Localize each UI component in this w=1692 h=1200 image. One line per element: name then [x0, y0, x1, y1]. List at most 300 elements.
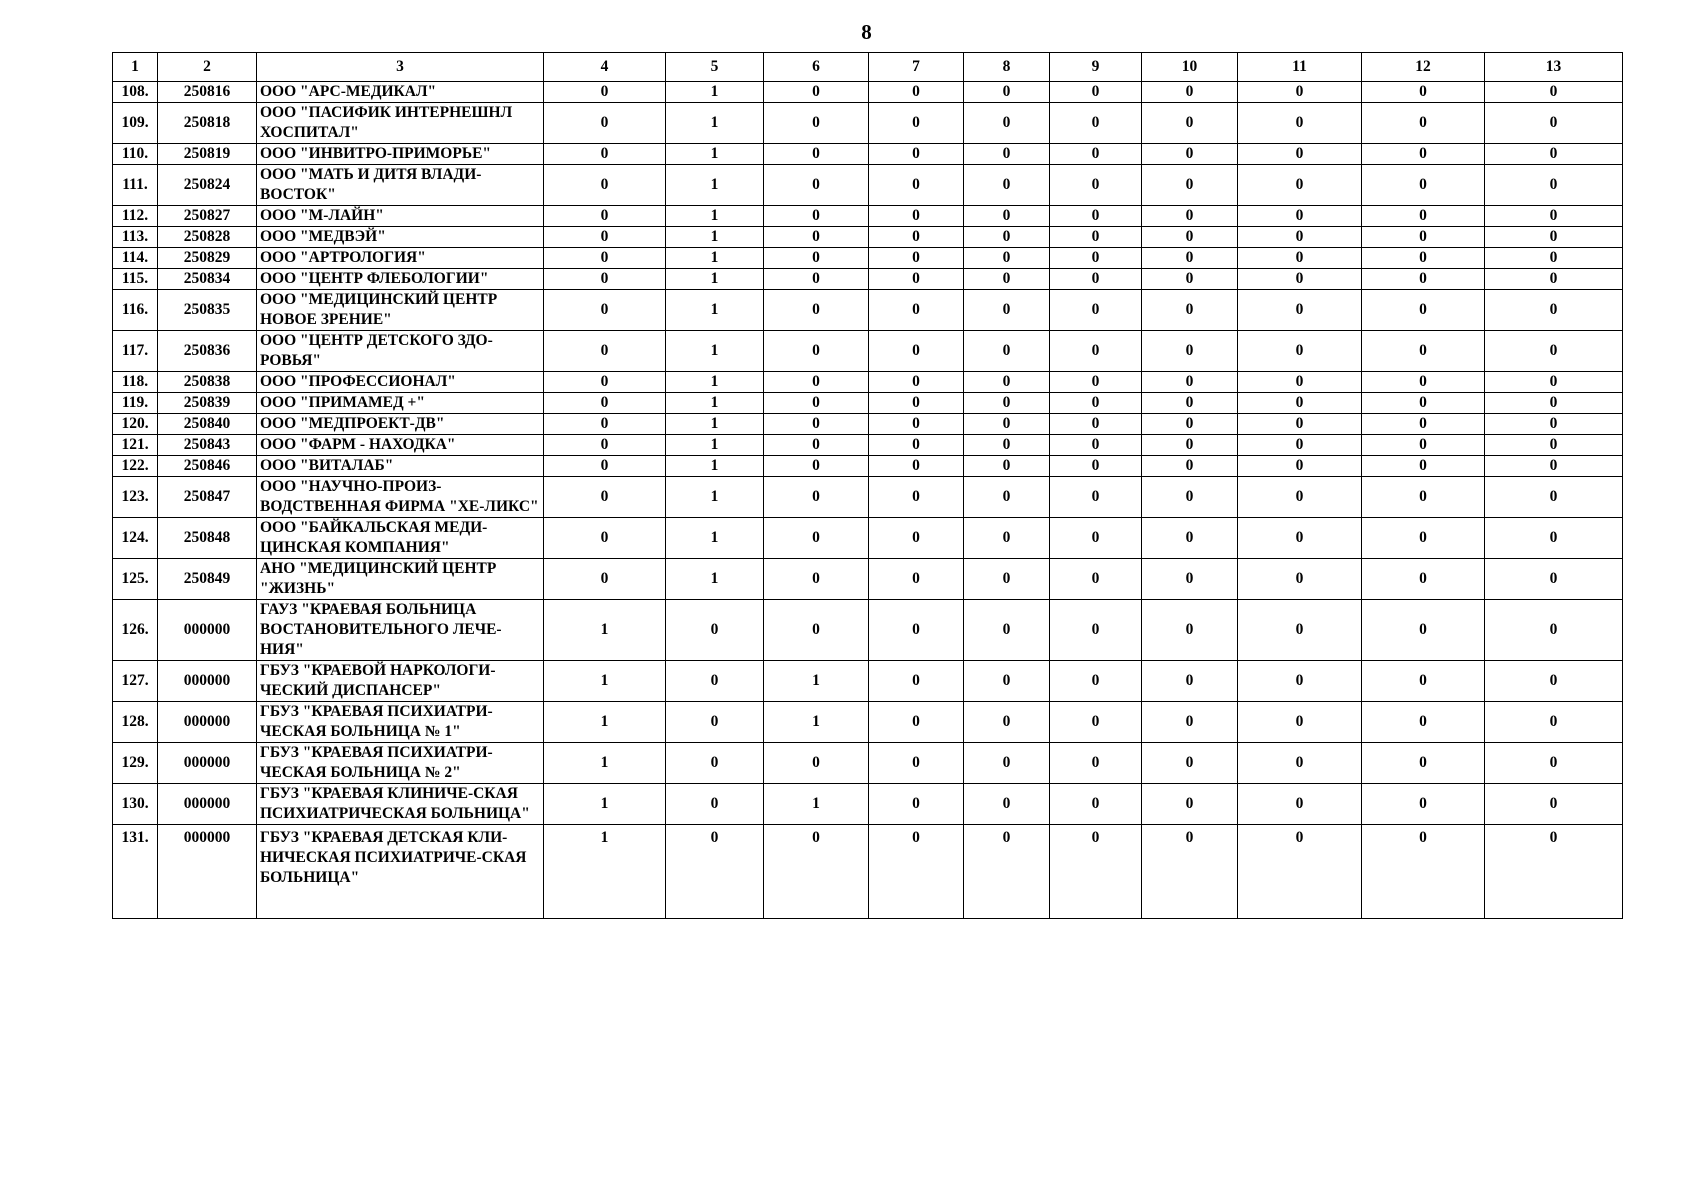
row-number-cell: 112.: [113, 206, 158, 227]
code-cell: 250849: [158, 559, 257, 600]
value-cell: 0: [1485, 661, 1623, 702]
value-cell: 0: [964, 165, 1050, 206]
value-cell: 0: [1142, 290, 1238, 331]
value-cell: 0: [1362, 825, 1485, 919]
column-header: 2: [158, 53, 257, 82]
value-cell: 0: [1238, 559, 1362, 600]
value-cell: 0: [964, 82, 1050, 103]
organization-name-cell: ООО "АРС-МЕДИКАЛ": [257, 82, 544, 103]
code-cell: 250840: [158, 414, 257, 435]
table-row: [113, 702, 1623, 743]
code-cell: 000000: [158, 600, 257, 661]
table-row: [113, 518, 1623, 559]
value-cell: 0: [964, 414, 1050, 435]
table-row: [113, 743, 1623, 784]
value-cell: 0: [1238, 702, 1362, 743]
code-cell: 250839: [158, 393, 257, 414]
value-cell: 0: [1142, 144, 1238, 165]
value-cell: 0: [1362, 331, 1485, 372]
value-cell: 0: [1050, 414, 1142, 435]
value-cell: 0: [1485, 600, 1623, 661]
code-cell: 000000: [158, 825, 257, 919]
value-cell: 0: [1238, 600, 1362, 661]
row-number-cell: 131.: [113, 825, 158, 919]
code-cell: 250838: [158, 372, 257, 393]
column-header: 9: [1050, 53, 1142, 82]
value-cell: 1: [544, 743, 666, 784]
organization-name-cell: ГБУЗ "КРАЕВАЯ ДЕТСКАЯ КЛИ-НИЧЕСКАЯ ПСИХИАТРИЧЕ-СКАЯ БОЛЬНИЦА": [257, 825, 544, 919]
organization-name-cell: ООО "МЕДПРОЕКТ-ДВ": [257, 414, 544, 435]
value-cell: 0: [869, 82, 964, 103]
value-cell: 0: [1050, 600, 1142, 661]
value-cell: 1: [666, 372, 764, 393]
value-cell: 1: [666, 559, 764, 600]
table-row: [113, 784, 1623, 825]
code-cell: 000000: [158, 784, 257, 825]
organization-name-cell: ООО "НАУЧНО-ПРОИЗ-ВОДСТВЕННАЯ ФИРМА "ХЕ-ЛИКС": [257, 477, 544, 518]
value-cell: 0: [1485, 144, 1623, 165]
row-number-cell: 110.: [113, 144, 158, 165]
value-cell: 1: [666, 144, 764, 165]
value-cell: 0: [1238, 393, 1362, 414]
organization-name-cell: ООО "ПАСИФИК ИНТЕРНЕШНЛ ХОСПИТАЛ": [257, 103, 544, 144]
value-cell: 0: [869, 331, 964, 372]
value-cell: 0: [1142, 414, 1238, 435]
value-cell: 0: [1238, 206, 1362, 227]
value-cell: 0: [1362, 82, 1485, 103]
value-cell: 0: [964, 784, 1050, 825]
value-cell: 0: [666, 825, 764, 919]
value-cell: 0: [869, 743, 964, 784]
value-cell: 1: [544, 784, 666, 825]
value-cell: 0: [764, 144, 869, 165]
value-cell: 0: [1142, 248, 1238, 269]
value-cell: 1: [544, 825, 666, 919]
value-cell: 1: [666, 393, 764, 414]
value-cell: 0: [1238, 372, 1362, 393]
table-row: [113, 331, 1623, 372]
table-row: [113, 661, 1623, 702]
value-cell: 0: [869, 435, 964, 456]
organization-name-cell: ООО "БАЙКАЛЬСКАЯ МЕДИ-ЦИНСКАЯ КОМПАНИЯ": [257, 518, 544, 559]
organization-name-cell: ООО "МАТЬ И ДИТЯ ВЛАДИ-ВОСТОК": [257, 165, 544, 206]
value-cell: 0: [544, 82, 666, 103]
value-cell: 0: [1050, 331, 1142, 372]
organization-name-cell: ГАУЗ "КРАЕВАЯ БОЛЬНИЦА ВОСТАНОВИТЕЛЬНОГО ЛЕЧЕ-НИЯ": [257, 600, 544, 661]
value-cell: 0: [964, 372, 1050, 393]
value-cell: 0: [869, 206, 964, 227]
value-cell: 0: [1142, 393, 1238, 414]
row-number-cell: 119.: [113, 393, 158, 414]
table-row: [113, 559, 1623, 600]
value-cell: 1: [666, 103, 764, 144]
value-cell: 0: [869, 559, 964, 600]
value-cell: 0: [1142, 477, 1238, 518]
value-cell: 0: [869, 456, 964, 477]
value-cell: 1: [544, 600, 666, 661]
value-cell: 0: [1050, 477, 1142, 518]
value-cell: 0: [1362, 290, 1485, 331]
code-cell: 250827: [158, 206, 257, 227]
value-cell: 0: [1238, 103, 1362, 144]
value-cell: 0: [869, 600, 964, 661]
value-cell: 0: [1142, 743, 1238, 784]
table-row: [113, 165, 1623, 206]
value-cell: 0: [764, 103, 869, 144]
code-cell: 250835: [158, 290, 257, 331]
value-cell: 0: [1362, 414, 1485, 435]
code-cell: 000000: [158, 743, 257, 784]
value-cell: 0: [869, 414, 964, 435]
table-row: [113, 269, 1623, 290]
value-cell: 0: [544, 518, 666, 559]
value-cell: 0: [1485, 518, 1623, 559]
value-cell: 1: [666, 82, 764, 103]
value-cell: 0: [1050, 456, 1142, 477]
value-cell: 0: [964, 825, 1050, 919]
value-cell: 0: [1050, 372, 1142, 393]
value-cell: 0: [869, 227, 964, 248]
value-cell: 0: [1485, 290, 1623, 331]
code-cell: 250848: [158, 518, 257, 559]
value-cell: 1: [666, 227, 764, 248]
value-cell: 0: [1238, 414, 1362, 435]
row-number-cell: 123.: [113, 477, 158, 518]
code-cell: 250828: [158, 227, 257, 248]
value-cell: 0: [964, 743, 1050, 784]
row-number-cell: 116.: [113, 290, 158, 331]
value-cell: 0: [1238, 661, 1362, 702]
row-number-cell: 127.: [113, 661, 158, 702]
value-cell: 0: [1238, 144, 1362, 165]
row-number-cell: 118.: [113, 372, 158, 393]
value-cell: 0: [1238, 227, 1362, 248]
value-cell: 0: [1050, 784, 1142, 825]
value-cell: 0: [544, 477, 666, 518]
value-cell: 0: [1485, 393, 1623, 414]
value-cell: 0: [764, 518, 869, 559]
table-row: [113, 477, 1623, 518]
value-cell: 0: [544, 206, 666, 227]
organization-name-cell: ООО "МЕДВЭЙ": [257, 227, 544, 248]
table-row: [113, 393, 1623, 414]
column-header: 12: [1362, 53, 1485, 82]
code-cell: 250819: [158, 144, 257, 165]
value-cell: 0: [764, 435, 869, 456]
value-cell: 0: [1238, 269, 1362, 290]
value-cell: 0: [764, 290, 869, 331]
value-cell: 0: [1485, 103, 1623, 144]
row-number-cell: 130.: [113, 784, 158, 825]
row-number-cell: 114.: [113, 248, 158, 269]
row-number-cell: 125.: [113, 559, 158, 600]
table-body: [113, 82, 1623, 919]
column-header: 13: [1485, 53, 1623, 82]
organization-name-cell: ООО "АРТРОЛОГИЯ": [257, 248, 544, 269]
page-number: 8: [861, 20, 872, 44]
value-cell: 0: [1362, 372, 1485, 393]
value-cell: 0: [1362, 456, 1485, 477]
column-header: 11: [1238, 53, 1362, 82]
value-cell: 0: [1142, 825, 1238, 919]
column-header: 10: [1142, 53, 1238, 82]
value-cell: 0: [1362, 206, 1485, 227]
value-cell: 0: [1362, 393, 1485, 414]
value-cell: 0: [1485, 435, 1623, 456]
value-cell: 1: [666, 477, 764, 518]
value-cell: 0: [1142, 331, 1238, 372]
value-cell: 0: [764, 269, 869, 290]
value-cell: 0: [964, 206, 1050, 227]
value-cell: 0: [764, 393, 869, 414]
value-cell: 0: [1362, 165, 1485, 206]
value-cell: 0: [544, 269, 666, 290]
code-cell: 250816: [158, 82, 257, 103]
value-cell: 1: [544, 702, 666, 743]
value-cell: 0: [1485, 165, 1623, 206]
value-cell: 0: [764, 331, 869, 372]
value-cell: 0: [1050, 393, 1142, 414]
value-cell: 0: [666, 743, 764, 784]
value-cell: 0: [1362, 559, 1485, 600]
value-cell: 0: [1050, 206, 1142, 227]
code-cell: 000000: [158, 661, 257, 702]
row-number-cell: 115.: [113, 269, 158, 290]
value-cell: 0: [764, 743, 869, 784]
value-cell: 1: [666, 414, 764, 435]
value-cell: 0: [1362, 661, 1485, 702]
value-cell: 0: [1050, 248, 1142, 269]
value-cell: 0: [544, 165, 666, 206]
table-row: [113, 290, 1623, 331]
value-cell: 0: [1050, 661, 1142, 702]
value-cell: 0: [964, 600, 1050, 661]
value-cell: 0: [1142, 269, 1238, 290]
value-cell: 0: [1050, 825, 1142, 919]
value-cell: 0: [1238, 331, 1362, 372]
value-cell: 1: [666, 331, 764, 372]
value-cell: 0: [544, 331, 666, 372]
value-cell: 0: [666, 784, 764, 825]
value-cell: 0: [869, 661, 964, 702]
value-cell: 0: [1362, 435, 1485, 456]
value-cell: 0: [1485, 206, 1623, 227]
value-cell: 0: [964, 456, 1050, 477]
value-cell: 0: [544, 248, 666, 269]
value-cell: 0: [1238, 82, 1362, 103]
value-cell: 0: [666, 702, 764, 743]
value-cell: 0: [1238, 248, 1362, 269]
value-cell: 0: [1485, 456, 1623, 477]
table-row: [113, 227, 1623, 248]
value-cell: 0: [1050, 435, 1142, 456]
value-cell: 0: [1142, 435, 1238, 456]
table-row: [113, 144, 1623, 165]
value-cell: 0: [544, 103, 666, 144]
value-cell: 0: [964, 702, 1050, 743]
column-header: 1: [113, 53, 158, 82]
value-cell: 0: [1142, 559, 1238, 600]
organization-name-cell: ООО "М-ЛАЙН": [257, 206, 544, 227]
organization-name-cell: ООО "ИНВИТРО-ПРИМОРЬЕ": [257, 144, 544, 165]
value-cell: 0: [1485, 82, 1623, 103]
value-cell: 0: [1050, 103, 1142, 144]
value-cell: 1: [666, 248, 764, 269]
value-cell: 0: [764, 600, 869, 661]
table-row: [113, 435, 1623, 456]
value-cell: 0: [1362, 600, 1485, 661]
value-cell: 0: [869, 103, 964, 144]
row-number-cell: 129.: [113, 743, 158, 784]
row-number-cell: 117.: [113, 331, 158, 372]
value-cell: 0: [1050, 144, 1142, 165]
value-cell: 1: [666, 165, 764, 206]
table-row: [113, 825, 1623, 919]
table-row: [113, 456, 1623, 477]
value-cell: 0: [1485, 331, 1623, 372]
column-header: 8: [964, 53, 1050, 82]
value-cell: 0: [1142, 702, 1238, 743]
value-cell: 0: [764, 227, 869, 248]
value-cell: 0: [764, 559, 869, 600]
value-cell: 0: [964, 290, 1050, 331]
value-cell: 1: [666, 269, 764, 290]
value-cell: 0: [869, 702, 964, 743]
value-cell: 0: [544, 559, 666, 600]
value-cell: 0: [1142, 518, 1238, 559]
value-cell: 0: [1050, 743, 1142, 784]
value-cell: 0: [964, 269, 1050, 290]
value-cell: 0: [1362, 227, 1485, 248]
row-number-cell: 124.: [113, 518, 158, 559]
code-cell: 250836: [158, 331, 257, 372]
value-cell: 0: [764, 414, 869, 435]
value-cell: 0: [869, 290, 964, 331]
value-cell: 0: [1142, 165, 1238, 206]
value-cell: 0: [1142, 784, 1238, 825]
code-cell: 250847: [158, 477, 257, 518]
value-cell: 0: [964, 518, 1050, 559]
value-cell: 0: [1485, 784, 1623, 825]
organization-name-cell: ООО "ЦЕНТР ДЕТСКОГО ЗДО-РОВЬЯ": [257, 331, 544, 372]
value-cell: 0: [1050, 82, 1142, 103]
value-cell: 0: [1050, 702, 1142, 743]
value-cell: 0: [869, 518, 964, 559]
code-cell: 250843: [158, 435, 257, 456]
value-cell: 0: [869, 393, 964, 414]
value-cell: 1: [764, 784, 869, 825]
organization-name-cell: ООО "ЦЕНТР ФЛЕБОЛОГИИ": [257, 269, 544, 290]
organization-name-cell: ООО "ВИТАЛАБ": [257, 456, 544, 477]
value-cell: 0: [544, 435, 666, 456]
value-cell: 0: [1238, 825, 1362, 919]
organization-name-cell: ГБУЗ "КРАЕВОЙ НАРКОЛОГИ-ЧЕСКИЙ ДИСПАНСЕР": [257, 661, 544, 702]
value-cell: 0: [869, 144, 964, 165]
row-number-cell: 120.: [113, 414, 158, 435]
value-cell: 0: [1238, 456, 1362, 477]
table-row: [113, 206, 1623, 227]
value-cell: 0: [1238, 743, 1362, 784]
value-cell: 0: [1050, 559, 1142, 600]
value-cell: 0: [544, 414, 666, 435]
row-number-cell: 109.: [113, 103, 158, 144]
column-header: 6: [764, 53, 869, 82]
table-row: [113, 414, 1623, 435]
column-header: 5: [666, 53, 764, 82]
value-cell: 0: [1142, 206, 1238, 227]
value-cell: 0: [544, 227, 666, 248]
row-number-cell: 126.: [113, 600, 158, 661]
organization-name-cell: ООО "МЕДИЦИНСКИЙ ЦЕНТР НОВОЕ ЗРЕНИЕ": [257, 290, 544, 331]
table-row: [113, 372, 1623, 393]
row-number-cell: 121.: [113, 435, 158, 456]
value-cell: 0: [1142, 82, 1238, 103]
organization-name-cell: ООО "ПРИМАМЕД +": [257, 393, 544, 414]
value-cell: 0: [1362, 144, 1485, 165]
data-table: [112, 52, 1623, 919]
organization-name-cell: ГБУЗ "КРАЕВАЯ ПСИХИАТРИ-ЧЕСКАЯ БОЛЬНИЦА № 2": [257, 743, 544, 784]
value-cell: 0: [764, 456, 869, 477]
value-cell: 0: [1238, 435, 1362, 456]
value-cell: 0: [1050, 269, 1142, 290]
value-cell: 0: [964, 661, 1050, 702]
value-cell: 0: [869, 825, 964, 919]
value-cell: 0: [764, 825, 869, 919]
row-number-cell: 122.: [113, 456, 158, 477]
value-cell: 0: [869, 784, 964, 825]
row-number-cell: 108.: [113, 82, 158, 103]
value-cell: 1: [666, 518, 764, 559]
value-cell: 0: [544, 456, 666, 477]
value-cell: 0: [1238, 477, 1362, 518]
value-cell: 0: [1362, 518, 1485, 559]
value-cell: 0: [1050, 165, 1142, 206]
value-cell: 1: [666, 206, 764, 227]
organization-name-cell: ООО "ФАРМ - НАХОДКА": [257, 435, 544, 456]
value-cell: 0: [1485, 227, 1623, 248]
value-cell: 0: [964, 559, 1050, 600]
value-cell: 0: [964, 393, 1050, 414]
value-cell: 0: [1485, 248, 1623, 269]
value-cell: 0: [1485, 414, 1623, 435]
value-cell: 0: [544, 144, 666, 165]
value-cell: 0: [1362, 248, 1485, 269]
value-cell: 0: [1485, 477, 1623, 518]
value-cell: 0: [1142, 372, 1238, 393]
value-cell: 0: [1050, 227, 1142, 248]
value-cell: 0: [1362, 784, 1485, 825]
value-cell: 0: [1485, 825, 1623, 919]
code-cell: 250834: [158, 269, 257, 290]
table-row: [113, 248, 1623, 269]
value-cell: 0: [869, 372, 964, 393]
row-number-cell: 128.: [113, 702, 158, 743]
value-cell: 0: [666, 600, 764, 661]
value-cell: 0: [869, 248, 964, 269]
value-cell: 0: [1485, 372, 1623, 393]
value-cell: 0: [869, 477, 964, 518]
value-cell: 0: [1142, 227, 1238, 248]
value-cell: 0: [869, 165, 964, 206]
code-cell: 250824: [158, 165, 257, 206]
value-cell: 0: [764, 248, 869, 269]
value-cell: 0: [869, 269, 964, 290]
table-row: [113, 600, 1623, 661]
table-row: [113, 82, 1623, 103]
column-header: 7: [869, 53, 964, 82]
value-cell: 0: [1362, 702, 1485, 743]
value-cell: 0: [544, 290, 666, 331]
